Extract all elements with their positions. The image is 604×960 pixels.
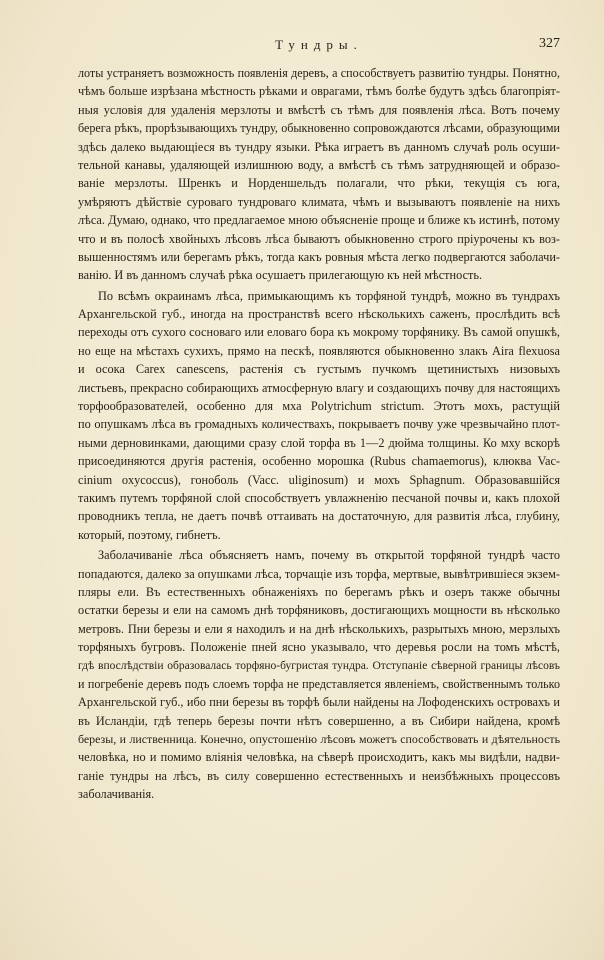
text-line: Заболачиваніе лѣса объясняетъ намъ, почему въ открытой торфяной тундрѣ часто	[98, 548, 560, 563]
text-line: Архангельской губ., иногда на пространствѣ всего нѣсколькихъ саженъ, прослѣдить всѣ	[78, 307, 560, 322]
text-line: Архангельской губ., ибо пни березы въ торфѣ были найдены на Лофоденскихъ островахъ и	[78, 695, 560, 710]
text-line: лѣса. Думаю, однако, что предлагаемое мною объясненіе проще и ближе къ истинѣ, потому	[78, 213, 560, 228]
text-line: березы, и лиственница. Конечно, опустошенію лѣсовъ можетъ способствовать и дѣятельность	[78, 732, 560, 747]
running-title: Тундры.	[275, 37, 363, 52]
text-line: чѣмъ больше изрѣзана мѣстность рѣками и оврагами, тѣмъ болѣе будутъ здѣсь благопріят-	[78, 84, 560, 99]
text-line: По всѣмъ окраинамъ лѣса, примыкающимъ къ торфяной тундрѣ, можно въ тундрахъ	[98, 288, 560, 303]
text-line: проводникъ тепла, не даетъ почвѣ оттаивать на достаточную, для развитія лѣса, глубину,	[78, 509, 560, 524]
text-line: остатки березы и ели на самомъ днѣ торфяниковъ, достигающихъ мощности въ нѣсколько	[78, 603, 560, 618]
page-number: 327	[539, 36, 560, 51]
text-line: переходы отъ сухого сосноваго или еловаго бора къ мокрому торфянику. Въ самой опушкѣ,	[78, 325, 560, 340]
text-line: который, поэтому, гибнетъ.	[78, 527, 221, 542]
text-line: такимъ путемъ торфяной слой способствуетъ увлажненію песчаной почвы и, какъ плохой	[78, 490, 560, 505]
text-line: попадаются, далеко за опушками лѣса, торчащіе изъ торфа, мертвые, вывѣтрившіеся экзем-	[78, 566, 560, 581]
text-line: но еще на мѣстахъ сухихъ, прямо на пескѣ, появляются обыкновенно злакъ Aira flexuosa	[78, 343, 560, 358]
text-body	[78, 64, 560, 804]
text-line: по опушкамъ лѣса въ громадныхъ количествахъ, покрываетъ почву уже чрезвычайно плот-	[78, 417, 560, 432]
text-line: и погребеніе деревъ подъ слоемъ торфа не представляется явленіемъ, свойственнымъ только	[78, 676, 560, 691]
text-line: лоты устраняетъ возможность появленія деревъ, а способствуетъ развитію тундры. Понятно,	[78, 66, 560, 80]
text-line: ганіе тундры на лѣсъ, въ силу совершенно естественныхъ и неизбѣжныхъ процессовъ	[78, 768, 560, 783]
text-line: тельной канавы, удаляющей излишнюю воду, а вмѣстѣ съ тѣмъ затрудняющей и образо-	[78, 157, 560, 172]
text-line: ваніе мерзлоты. Шренкъ и Норденшельдъ полагали, что рѣки, текущія съ юга,	[78, 176, 560, 191]
text-line: заболачиванія.	[78, 787, 155, 802]
text-line: гдѣ впослѣдствіи образовалась торфяно-бугристая тундра. Отступаніе сѣверной границы лѣсовъ	[78, 659, 560, 672]
text-line: ныя условія для удаленія мерзлоты и вмѣстѣ съ тѣмъ для появленія лѣса. Вотъ почему	[78, 102, 560, 117]
text-line: и осока Carex canescens, растенія съ густымъ пучкомъ щетинистыхъ низовыхъ	[78, 362, 560, 377]
text-line: листьевъ, прекрасно собирающихъ атмосферную влагу и создающихъ почву для настоящихъ	[78, 380, 560, 395]
text-line: здѣсь далеко выдающіеся въ тундру языки. Рѣка играетъ въ данномъ случаѣ роль осуши-	[78, 139, 560, 154]
text-line: торфяныхъ бугровъ. Положеніе пней ясно указывало, что деревья росли на томъ мѣстѣ,	[78, 640, 560, 655]
text-line: въ Исландіи, гдѣ теперь березы почти нѣтъ совершенно, а въ Сибири найдена, кромѣ	[78, 713, 560, 728]
text-line: присоединяются другія растенія, особенно морошка (Rubus chamaemorus), клюква Vac-	[78, 454, 560, 469]
text-line: берега рѣкъ, прорѣзывающихъ тундру, обыкновенно сопровождаются лѣсами, образующими	[78, 121, 560, 136]
text-line: пляры ели. Въ естественныхъ обнаженіяхъ по берегамъ рѣкъ и озеръ также обычны	[78, 584, 560, 599]
text-line: умѣряютъ дѣйствіе суроваго тундроваго климата, чѣмъ и вызываютъ появленіе на нихъ	[78, 194, 560, 209]
text-line: ными дерновинками, дающими сразу слой торфа въ 1—2 дюйма толщины. Ко мху вскорѣ	[78, 435, 560, 450]
text-line: метровъ. Пни березы и ели я находилъ и на днѣ нѣсколькихъ, разрытыхъ мною, мерзлыхъ	[78, 621, 560, 636]
text-line: что и въ полосѣ хвойныхъ лѣсовъ лѣса бываютъ обыкновенно строго пріурочены къ воз-	[78, 231, 560, 246]
text-line: вышенностямъ или берегамъ рѣкъ, тогда какъ ровныя мѣста легко подвергаются заболачи-	[78, 249, 560, 264]
text-line: человѣка, но и помимо вліянія человѣка, на сѣверѣ происходитъ, какъ мы видѣли, надви-	[78, 750, 560, 765]
text-line: ванію. И въ данномъ случаѣ рѣка осушаетъ прилегающую къ ней мѣстность.	[78, 268, 483, 283]
text-line: cinium oxycoccus), гоноболь (Vacc. uliginosum) и мохъ Sphagnum. Образовавшійся	[78, 472, 560, 487]
text-line: торфообразователей, особенно для мха Polytrichum strictum. Этотъ мохъ, растущій	[78, 399, 560, 414]
page-header	[78, 36, 560, 54]
